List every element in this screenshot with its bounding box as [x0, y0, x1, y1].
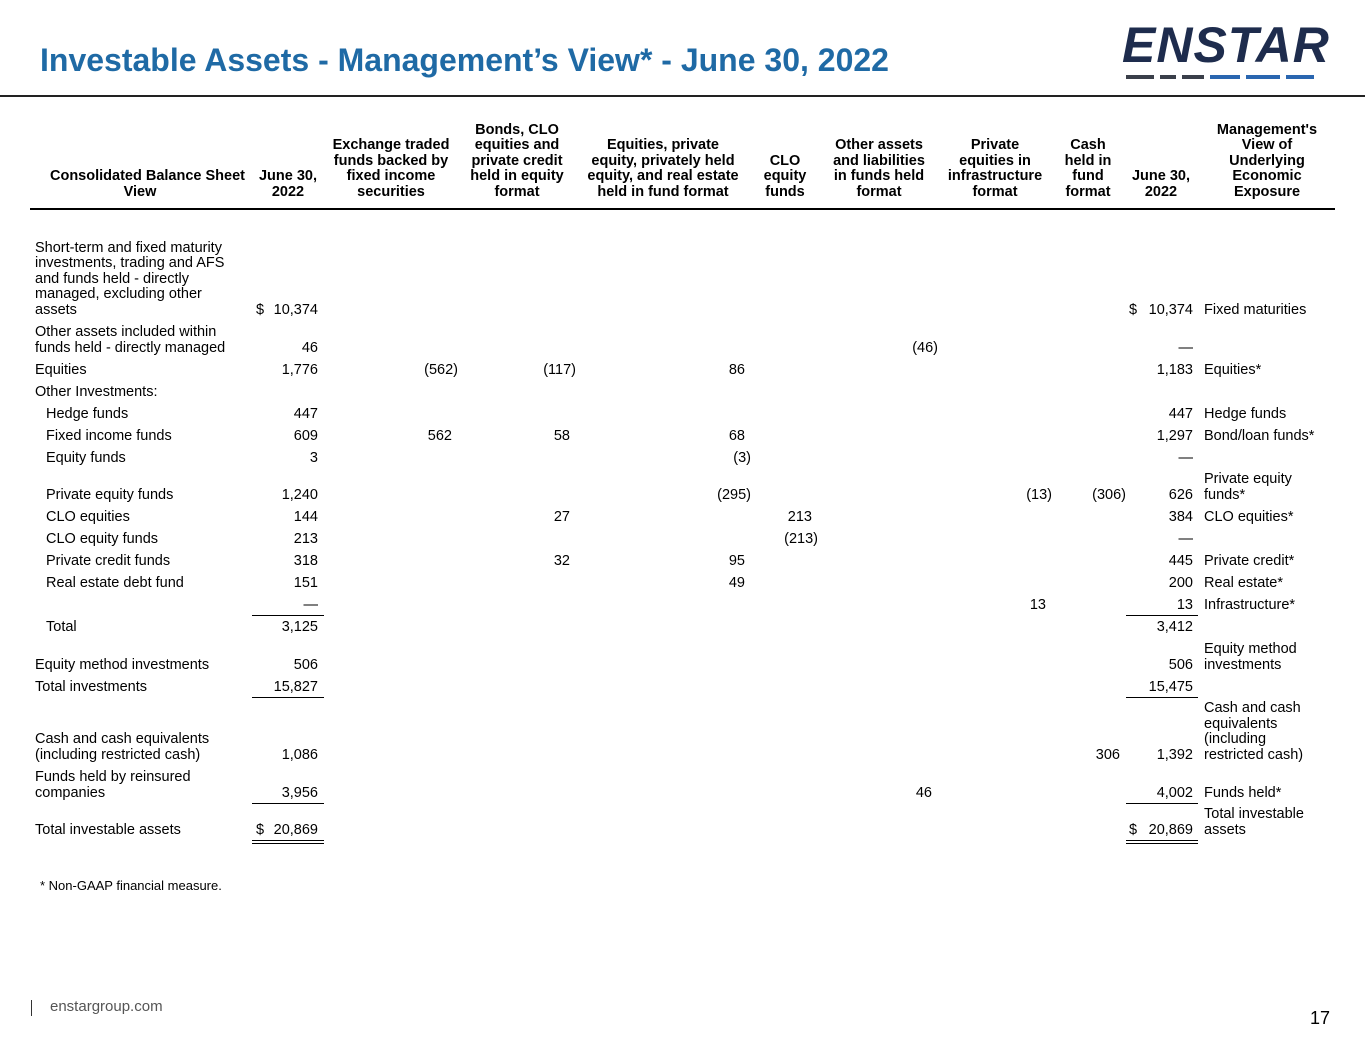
management-view-label: Hedge funds — [1204, 405, 1287, 422]
column-header-c1: 2022 — [271, 183, 305, 200]
column-header-c5: equity — [763, 168, 807, 184]
cell-value-c9: 1,183 — [1156, 361, 1193, 378]
column-header-c10: Economic — [1232, 168, 1302, 184]
subtotal-underline — [252, 615, 324, 616]
cell-value-c3: (117) — [543, 361, 576, 378]
column-header-c3: Bonds, CLO — [475, 121, 559, 138]
row-label: Funds held by reinsured — [35, 769, 191, 785]
cell-value-c9: 4,002 — [1156, 784, 1193, 801]
management-view-label: Equity method — [1204, 641, 1297, 657]
column-header-c6: and liabilities — [833, 152, 925, 169]
row-label: Total investable assets — [35, 821, 181, 838]
management-view-label: Bond/loan funds* — [1204, 427, 1315, 444]
row-label: Other assets included within — [35, 324, 217, 340]
subtotal-underline — [252, 803, 324, 804]
column-header-c4: Equities, private — [606, 137, 719, 153]
cell-value-c9: 447 — [1168, 405, 1193, 422]
row-label: Equity method investments — [35, 656, 210, 673]
row-label: Fixed income funds — [46, 427, 172, 444]
subtotal-underline — [1126, 697, 1198, 698]
cell-value-c1: 144 — [293, 508, 318, 525]
row-label: Private equity funds — [46, 486, 174, 503]
row-label: CLO equity funds — [46, 530, 159, 547]
page-number: 17 — [1310, 1008, 1331, 1028]
management-view-label: (including — [1204, 731, 1267, 747]
column-header-c8: fund — [1072, 168, 1104, 184]
total-double-underline — [252, 843, 324, 844]
management-view-label: Real estate* — [1204, 574, 1283, 591]
cell-value-c1: 1,776 — [281, 361, 318, 378]
column-header-c8: Cash — [1070, 137, 1106, 153]
row-label: funds held - directly managed — [35, 339, 226, 356]
cell-value-c9: — — [1178, 339, 1193, 356]
row-label: companies — [35, 784, 106, 801]
cell-value-c9: 20,869 — [1148, 821, 1193, 838]
row-label: Private credit funds — [46, 552, 171, 569]
cell-value-c1: 151 — [293, 574, 318, 591]
management-view-label: Private credit* — [1204, 552, 1295, 569]
column-header-c10: View of — [1241, 137, 1293, 153]
management-view-label: Funds held* — [1204, 784, 1282, 801]
cell-value-c8: (306) — [1092, 486, 1126, 503]
column-header-c2: fixed income — [346, 168, 436, 184]
row-label: and funds held - directly — [35, 270, 189, 287]
column-header-c6: Other assets — [835, 137, 923, 153]
cell-value-c3: 32 — [553, 552, 570, 569]
column-header-c6: format — [856, 183, 902, 200]
cell-value-c4: 95 — [728, 552, 745, 569]
cell-value-c9: 200 — [1168, 574, 1193, 591]
management-view-label: assets — [1204, 821, 1246, 838]
column-header-c8: format — [1065, 183, 1111, 200]
cell-value-c4: (295) — [717, 486, 751, 503]
management-view-label: Cash and cash — [1204, 700, 1301, 716]
management-view-label: Infrastructure* — [1204, 596, 1296, 613]
cell-value-c4: 68 — [728, 427, 745, 444]
cell-value-c1: 318 — [293, 552, 318, 569]
footnote: * Non-GAAP financial measure. — [40, 878, 222, 893]
cell-value-c9: 626 — [1168, 486, 1193, 503]
column-header-c3: private credit — [471, 152, 563, 169]
column-header-c2: funds backed by — [333, 152, 449, 169]
management-view-label: restricted cash) — [1204, 746, 1304, 763]
cell-value-c9: 445 — [1168, 552, 1193, 569]
cell-value-c1: 1,086 — [281, 746, 318, 763]
row-label: investments, trading and AFS — [35, 255, 225, 271]
row-label: assets — [35, 301, 77, 318]
cell-value-c1: 1,240 — [281, 486, 318, 503]
row-label: Total investments — [35, 678, 148, 695]
table-header-rule — [30, 208, 1335, 210]
footer-divider — [31, 1000, 32, 1016]
dollar-sign: $ — [1129, 301, 1138, 318]
cell-value-c9: — — [1178, 530, 1193, 547]
cell-value-c1: 15,827 — [273, 678, 318, 695]
column-header-c2: securities — [357, 183, 425, 200]
column-header-c3: equities and — [474, 137, 560, 153]
footer-url: enstargroup.com — [50, 998, 163, 1015]
cell-value-c6: (46) — [912, 339, 938, 356]
cell-value-c9: 384 — [1168, 508, 1193, 525]
management-view-label: equivalents — [1204, 715, 1278, 732]
column-header-c4: equity, privately held — [591, 152, 735, 169]
row-label: Total — [46, 618, 77, 635]
column-header-c3: held in equity — [470, 168, 564, 184]
management-view-label: Fixed maturities — [1204, 301, 1307, 318]
column-header-c6: in funds held — [833, 168, 925, 184]
cell-value-c1: 20,869 — [273, 821, 318, 838]
cell-value-c5: (213) — [784, 530, 818, 547]
subtotal-underline — [1126, 803, 1198, 804]
column-header-c4: held in fund format — [597, 183, 729, 200]
dollar-sign: $ — [256, 821, 265, 838]
cell-value-c9: 13 — [1176, 596, 1193, 613]
cell-value-c9: 3,412 — [1156, 618, 1193, 635]
column-header-c7: Private — [970, 137, 1020, 153]
row-label: Equity funds — [46, 449, 126, 466]
cell-value-c3: 27 — [553, 508, 570, 525]
cell-value-c1: 10,374 — [273, 301, 318, 318]
column-header-c5: funds — [765, 183, 805, 200]
management-view-label: funds* — [1204, 486, 1246, 503]
row-label: Hedge funds — [46, 405, 129, 422]
cell-value-c1: 609 — [293, 427, 318, 444]
column-header-c0: View — [123, 183, 157, 200]
column-header-c1: June 30, — [258, 168, 318, 184]
enstar-logo — [1122, 18, 1334, 82]
cell-value-c9: 15,475 — [1148, 678, 1193, 695]
column-header-c10: Underlying — [1229, 152, 1305, 169]
management-view-label: investments — [1204, 656, 1282, 673]
column-header-c10: Exposure — [1233, 183, 1301, 200]
cell-value-c7: 13 — [1029, 596, 1046, 613]
cell-value-c1: 213 — [293, 530, 318, 547]
cell-value-c1: 46 — [301, 339, 318, 356]
cell-value-c9: 1,392 — [1156, 746, 1193, 763]
column-header-c3: format — [494, 183, 540, 200]
title-divider — [0, 95, 1365, 97]
column-header-c7: format — [972, 183, 1018, 200]
row-label: managed, excluding other — [35, 286, 202, 302]
row-label: (including restricted cash) — [35, 746, 201, 763]
row-label: Real estate debt fund — [46, 574, 184, 591]
management-view-label: Private equity — [1204, 471, 1292, 487]
cell-value-c2: 562 — [427, 427, 452, 444]
cell-value-c1: 3,125 — [281, 618, 318, 635]
cell-value-c4: 49 — [728, 574, 745, 591]
management-view-label: Total investable — [1204, 806, 1304, 822]
management-view-label: CLO equities* — [1204, 508, 1294, 525]
cell-value-c1: 447 — [293, 405, 318, 422]
column-header-c7: equities in — [959, 152, 1031, 169]
logo-text: ENSTAR — [1122, 17, 1330, 73]
management-view-label: Equities* — [1204, 361, 1262, 378]
column-header-c9: June 30, — [1131, 168, 1191, 184]
subtotal-underline — [252, 697, 324, 698]
cell-value-c3: 58 — [553, 427, 570, 444]
row-label: Equities — [35, 361, 87, 378]
total-double-underline — [252, 840, 324, 841]
cell-value-c8: 306 — [1095, 746, 1120, 763]
cell-value-c1: 3,956 — [281, 784, 318, 801]
dollar-sign: $ — [256, 301, 265, 318]
column-header-c8: held in — [1064, 152, 1112, 169]
cell-value-c9: 10,374 — [1148, 301, 1193, 318]
column-header-c9: 2022 — [1144, 183, 1178, 200]
cell-value-c4: 86 — [728, 361, 745, 378]
cell-value-c9: — — [1178, 449, 1193, 466]
cell-value-c5: 213 — [787, 508, 812, 525]
column-header-c4: equity, and real estate — [587, 168, 739, 184]
row-label: CLO equities — [46, 508, 130, 525]
cell-value-c1: — — [303, 596, 318, 613]
cell-value-c4: (3) — [733, 449, 751, 466]
cell-value-c7: (13) — [1026, 486, 1052, 503]
row-label: Short-term and fixed maturity — [35, 239, 222, 256]
cell-value-c9: 506 — [1168, 656, 1193, 673]
cell-value-c2: (562) — [424, 361, 458, 378]
total-double-underline — [1126, 840, 1198, 841]
column-header-c10: Management's — [1216, 121, 1318, 138]
dollar-sign: $ — [1129, 821, 1138, 838]
cell-value-c1: 3 — [309, 449, 318, 466]
page-title: Investable Assets - Management’s View* - June 30, 2022 — [40, 42, 889, 78]
column-header-c0: Consolidated Balance Sheet — [50, 168, 245, 184]
cell-value-c1: 506 — [293, 656, 318, 673]
column-header-c7: infrastructure — [947, 168, 1043, 184]
row-label: Cash and cash equivalents — [35, 731, 210, 747]
logo-stripe-graphic — [1126, 74, 1331, 80]
total-double-underline — [1126, 843, 1198, 844]
cell-value-c9: 1,297 — [1156, 427, 1193, 444]
column-header-c5: CLO — [769, 152, 801, 169]
row-label: Other Investments: — [35, 383, 158, 400]
cell-value-c6: 46 — [915, 784, 932, 801]
subtotal-underline — [1126, 615, 1198, 616]
column-header-c2: Exchange traded — [332, 137, 450, 153]
